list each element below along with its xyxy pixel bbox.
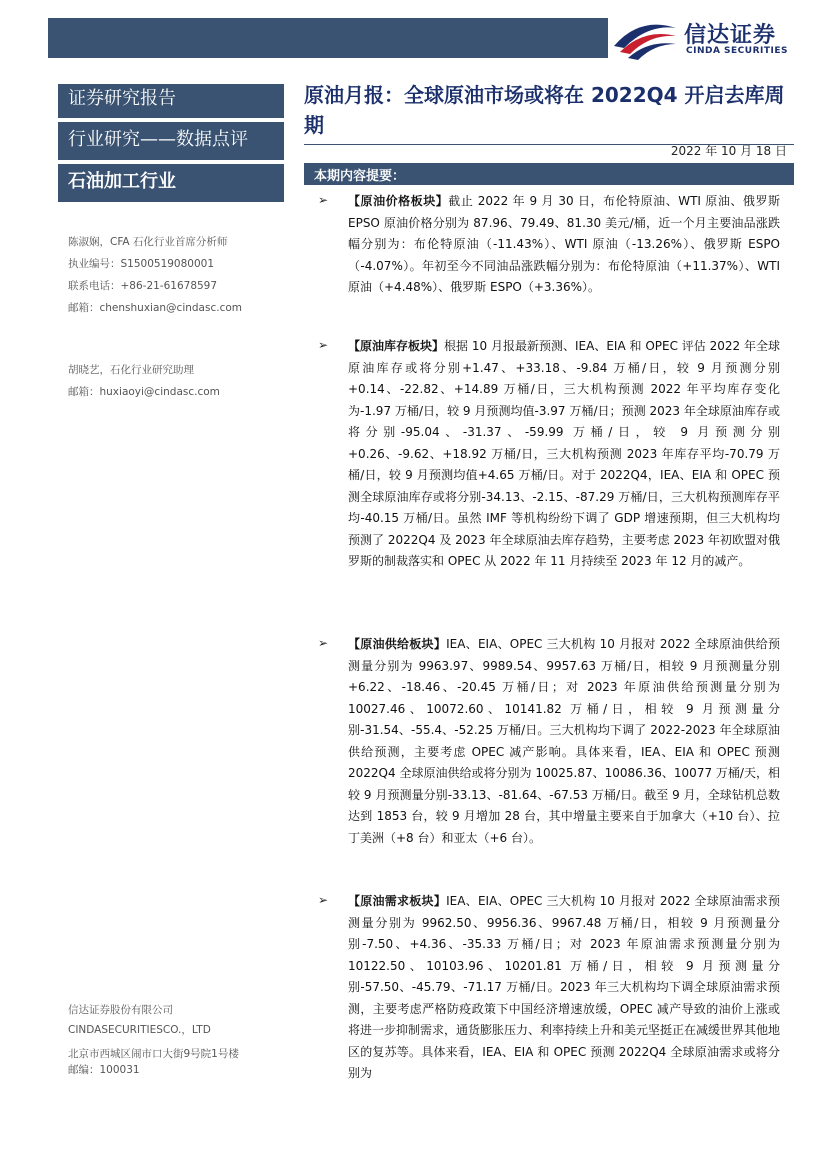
paragraph-supply [348, 634, 780, 849]
paragraph-text: 截止 2022 年 9 月 30 日，布伦特原油、WTI 原油、俄罗斯 EPSO 原油价格分别为 87.96、79.49、81.30 美元/桶，近一个月主要油品涨跌幅分别为：布伦特原油（-11.43%）、WTI 原油（-13.26%）、俄罗斯 ESPO（-4.07%）。年初至今不同油品涨跌幅分别为：布伦特原油（+11.37%）、WTI 原油（+4.48%）、俄罗斯 ESPO（+3.36%）。 [348, 194, 780, 294]
section-title: 本期内容提要： [314, 169, 406, 184]
bullet-arrow-icon: ➢ [318, 636, 329, 650]
paragraph-price [348, 191, 780, 299]
company-name-cn: 信达证券股份有限公司 [68, 1004, 173, 1016]
bullet-arrow-icon: ➢ [318, 338, 329, 352]
paragraph-inventory [348, 336, 780, 573]
paragraph-text: IEA、EIA、OPEC 三大机构 10 月报对 2022 全球原油需求预测量分别为 9962.50、9956.36、9967.48 万桶/日，相较 9 月预测量分别-7.50、+4.36、-35.33 万桶/日；对 2023 年原油需求预测量分别为 10122.50、10103.96、10201.81 万桶/日，相较 9 月预测量分别-57.50、-45.79、-71.17 万桶/日。2023 年三大机构均下调全球原油需求预测，主要考虑严格防疫政策下中国经济增速放缓，OPEC 减产导致的油价上涨或将进一步抑制需求，通货膨胀压力、利率持续上升和美元坚挺正在减缓世界其他地区的复苏等。具体来看，IEA、EIA 和 OPEC 预测 2022Q4 全球原油需求或将分别为 [348, 894, 781, 1080]
bullet-arrow-icon: ➢ [318, 193, 329, 207]
cinda-logo-icon [610, 16, 680, 60]
paragraph-text: 根据 10 月报最新预测、IEA、EIA 和 OPEC 评估 2022 年全球原油库存或将分别+1.47、+33.18、-9.84 万桶/日，较 9 月预测分别+0.14、-22.82、+14.89 万桶/日，三大机构预测 2022 年平均库存变化为-1.97 万桶/日，较 9 月预测均值-3.97 万桶/日；预测 2023 年全球原油库存或将分别-95.04、-31.37、-59.99 万桶/日，较 9 月预测分别+0.26、-9.62、+18.92 万桶/日，三大机构预测 2023 年库存平均-70.79 万桶/日，较 9 月预测均值+4.65 万桶/日。对于 2022Q4，IEA、EIA 和 OPEC 预测全球原油库存或将分别-34.13、-2.15、-87.29 万桶/日，三大机构预测库存平均-40.15 万桶/日。虽然 IMF 等机构纷纷下调了 GDP 增速预期，但三大机构均预测了 2022Q4 及 2023 年全球原油去库存趋势，主要考虑 2023 年初欧盟对俄罗斯的制裁落实和 OPEC 从 2022 年 11 月持续至 2023 年 12 月的减产。 [348, 339, 780, 568]
paragraph-text: IEA、EIA、OPEC 三大机构 10 月报对 2022 全球原油供给预测量分别为 9963.97、9989.54、9957.63 万桶/日，相较 9 月预测量分别+6.22、-18.46、-20.45 万桶/日；对 2023 年原油供给预测量分别为 10027.46、10072.60、10141.82 万桶/日，相较 9 月预测量分别-31.54、-55.4、-52.25 万桶/日。三大机构均下调了 2022-2023 年全球原油供给预测，主要考虑 OPEC 减产影响。具体来看，IEA、EIA 和 OPEC 预测 2022Q4 全球原油供给或将分别为 10025.87、10086.36、10077 万桶/天，相较 9 月预测量分别-33.13、-81.64、-67.53 万桶/日。截至 9 月，全球钻机总数达到 1853 台，较 9 月增加 28 台，其中增量主要来自于加拿大（+10 台）、拉丁美洲（+8 台）和亚太（+6 台）。 [348, 637, 780, 845]
analyst-phone: 联系电话：+86-21-61678597 [68, 280, 218, 292]
company-name-en: CINDASECURITIESCO.，LTD [68, 1024, 211, 1036]
assistant-name: 胡晓艺，石化行业研究助理 [68, 364, 194, 376]
paragraph-demand [348, 891, 780, 1085]
assistant-email: 邮箱：huxiaoyi@cindasc.com [68, 386, 220, 398]
industry-label: 石油加工行业 [58, 164, 284, 202]
page-title: 原油月报：全球原油市场或将在 2022Q4 开启去库周期 [304, 83, 785, 137]
bullet-arrow-icon: ➢ [318, 893, 329, 907]
header-bar [48, 18, 608, 58]
logo-text-en: CINDA SECURITIES [686, 46, 788, 56]
section-header [304, 163, 794, 185]
analyst-email: 邮箱：chenshuxian@cindasc.com [68, 302, 242, 314]
company-postcode: 邮编：100031 [68, 1064, 140, 1076]
paragraph-tag: 【原油库存板块】 [348, 339, 445, 353]
report-category: 行业研究——数据点评 [58, 122, 284, 160]
analyst-license: 执业编号：S1500519080001 [68, 258, 215, 270]
paragraph-tag: 【原油供给板块】 [348, 637, 447, 651]
report-date: 2022 年 10 月 18 日 [670, 144, 787, 158]
paragraph-tag: 【原油价格板块】 [348, 194, 449, 208]
paragraph-tag: 【原油需求板块】 [348, 894, 447, 908]
cinda-logo [610, 16, 810, 60]
company-address: 北京市西城区闹市口大街9号院1号楼 [68, 1048, 239, 1060]
analyst-name: 陈淑娴，CFA 石化行业首席分析师 [68, 236, 228, 248]
logo-text-cn: 信达证券 [684, 23, 777, 48]
report-type: 证券研究报告 [58, 84, 284, 118]
